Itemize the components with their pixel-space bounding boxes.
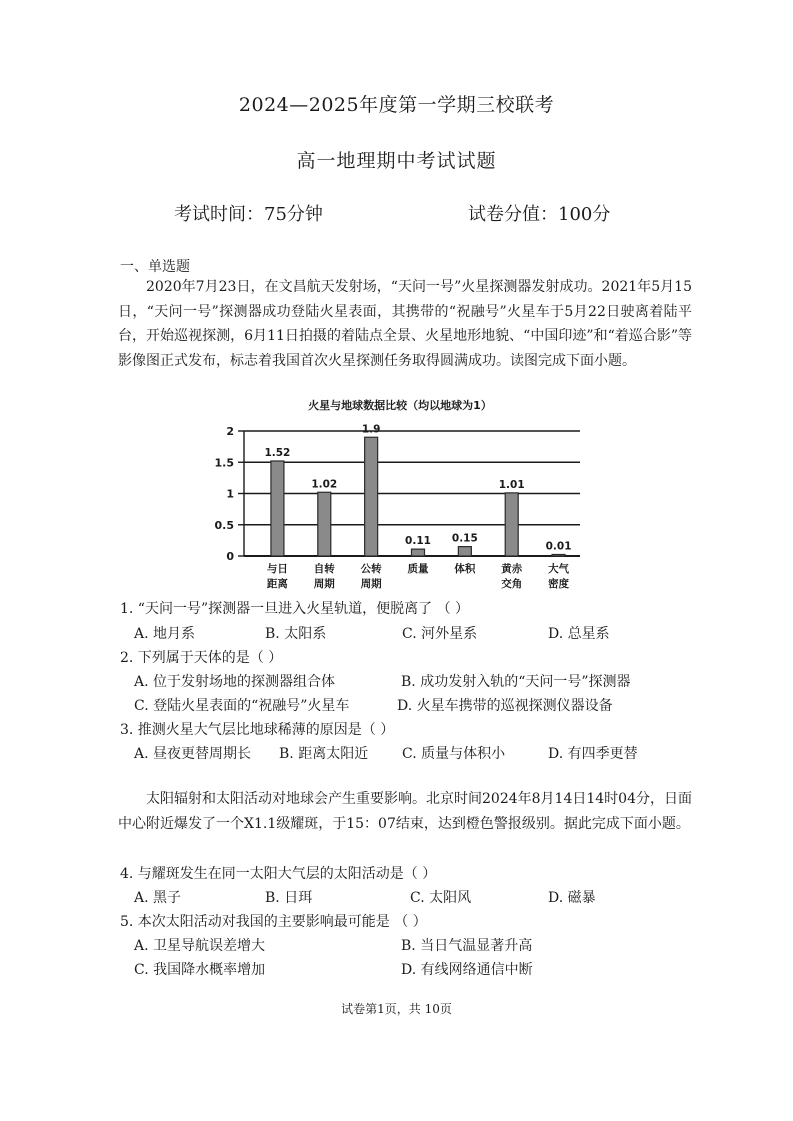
page-footer: 试卷第1页，共 10页 bbox=[341, 1002, 452, 1016]
category-label: 黄赤 bbox=[501, 563, 523, 575]
category-label: 大气 bbox=[548, 563, 570, 575]
question-1-stem: 1. “天问一号”探测器一旦进入火星轨道，便脱离了 （ ） bbox=[120, 601, 470, 617]
question-1-option-c[interactable]: C. 河外星系 bbox=[402, 626, 478, 642]
question-5-stem: 5. 本次太阳活动对我国的主要影响最可能是 （ ） bbox=[120, 914, 427, 930]
y-tick-label: 0 bbox=[226, 550, 234, 563]
chart-bar bbox=[458, 547, 471, 556]
y-tick-label: 0.5 bbox=[214, 518, 234, 532]
question-4-option-c[interactable]: C. 太阳风 bbox=[410, 890, 472, 906]
question-3-option-b[interactable]: B. 距离太阳近 bbox=[279, 746, 369, 762]
question-4-stem: 4. 与耀斑发生在同一太阳大气层的太阳活动是（ ） bbox=[120, 866, 437, 882]
bar-value-label: 1.9 bbox=[361, 423, 381, 436]
bar-value-label: 1.52 bbox=[264, 447, 291, 459]
question-5-option-c[interactable]: C. 我国降水概率增加 bbox=[134, 962, 266, 978]
question-3-option-c[interactable]: C. 质量与体积小 bbox=[402, 746, 506, 762]
bar-value-label: 0.11 bbox=[405, 535, 431, 548]
question-4-option-b[interactable]: B. 日珥 bbox=[265, 890, 313, 906]
question-1-option-d[interactable]: D. 总星系 bbox=[548, 626, 610, 642]
passage-1: 2020年7月23日，在文昌航天发射场，“天问一号”火星探测器发射成功。2021年5月15日，“天问一号”探测器成功登陆火星表面，其携带的“祝融号”火星车于5月22日驶离着陆平台，开始巡视探测，6月11日拍摄的着陆点全景、火星地形地貌、“中国印迹”和“着巡合影”等影像图正式发布，标志着我国首次火星探测任务取得圆满成功。读图完成下面小题。 bbox=[118, 279, 692, 369]
passage-2: 太阳辐射和太阳活动对地球会产生重要影响。北京时间2024年8月14日14时04分，日面中心附近爆发了一个X1.1级耀斑，于15：07结束，达到橙色警报级别。据此完成下面小题。 bbox=[118, 791, 692, 832]
bar-value-label: 0.01 bbox=[545, 540, 572, 553]
question-3-option-a[interactable]: A. 昼夜更替周期长 bbox=[134, 746, 252, 762]
question-2-option-a[interactable]: A. 位于发射场地的探测器组合体 bbox=[134, 674, 336, 690]
chart-bar bbox=[505, 493, 518, 556]
category-label: 自转 bbox=[313, 563, 335, 575]
mars-earth-chart bbox=[210, 396, 590, 592]
exam-title: 2024—2025年度第一学期三校联考 bbox=[238, 94, 555, 116]
exam-score: 试卷分值：100分 bbox=[468, 204, 611, 225]
category-label: 质量 bbox=[407, 563, 429, 575]
chart-bar bbox=[318, 492, 331, 556]
y-tick-label: 2 bbox=[226, 425, 234, 438]
bar-value-label: 1.01 bbox=[498, 478, 525, 491]
category-label: 密度 bbox=[548, 578, 570, 590]
question-5-option-d[interactable]: D. 有线网络通信中断 bbox=[401, 962, 533, 978]
question-1-option-b[interactable]: B. 太阳系 bbox=[265, 626, 327, 642]
question-5-option-a[interactable]: A. 卫星导航误差增大 bbox=[134, 938, 266, 954]
category-label: 周期 bbox=[313, 578, 335, 590]
chart-bar bbox=[365, 437, 378, 556]
chart-svg bbox=[210, 396, 590, 592]
chart-title: 火星与地球数据比较（均以地球为1） bbox=[308, 399, 492, 412]
chart-bar bbox=[271, 461, 284, 556]
category-label: 周期 bbox=[360, 578, 382, 590]
question-2-option-b[interactable]: B. 成功发射入轨的“天问一号”探测器 bbox=[401, 674, 631, 690]
category-label: 体积 bbox=[454, 563, 476, 575]
question-3-stem: 3. 推测火星大气层比地球稀薄的原因是（ ） bbox=[120, 722, 395, 738]
bar-value-label: 0.15 bbox=[451, 532, 478, 545]
category-label: 公转 bbox=[360, 563, 382, 575]
question-2-option-d[interactable]: D. 火星车携带的巡视探测仪器设备 bbox=[397, 698, 613, 714]
y-tick-label: 1.5 bbox=[214, 456, 234, 470]
chart-bar bbox=[552, 555, 565, 557]
chart-bar bbox=[412, 549, 425, 556]
bar-value-label: 1.02 bbox=[311, 478, 338, 491]
category-label: 交角 bbox=[501, 578, 523, 590]
exam-subtitle: 高一地理期中考试试题 bbox=[296, 150, 497, 172]
exam-time: 考试时间：75分钟 bbox=[174, 204, 323, 225]
question-2-option-c[interactable]: C. 登陆火星表面的“祝融号”火星车 bbox=[134, 698, 350, 714]
section-title: 一、单选题 bbox=[120, 259, 190, 275]
question-4-option-a[interactable]: A. 黑子 bbox=[134, 890, 182, 906]
y-tick-label: 1 bbox=[226, 487, 234, 501]
question-1-option-a[interactable]: A. 地月系 bbox=[134, 626, 196, 642]
question-5-option-b[interactable]: B. 当日气温显著升高 bbox=[401, 938, 533, 954]
question-2-stem: 2. 下列属于天体的是（ ） bbox=[120, 650, 283, 666]
question-3-option-d[interactable]: D. 有四季更替 bbox=[548, 746, 638, 762]
category-label: 距离 bbox=[266, 578, 288, 590]
question-4-option-d[interactable]: D. 磁暴 bbox=[548, 890, 596, 906]
category-label: 与日 bbox=[266, 563, 288, 575]
